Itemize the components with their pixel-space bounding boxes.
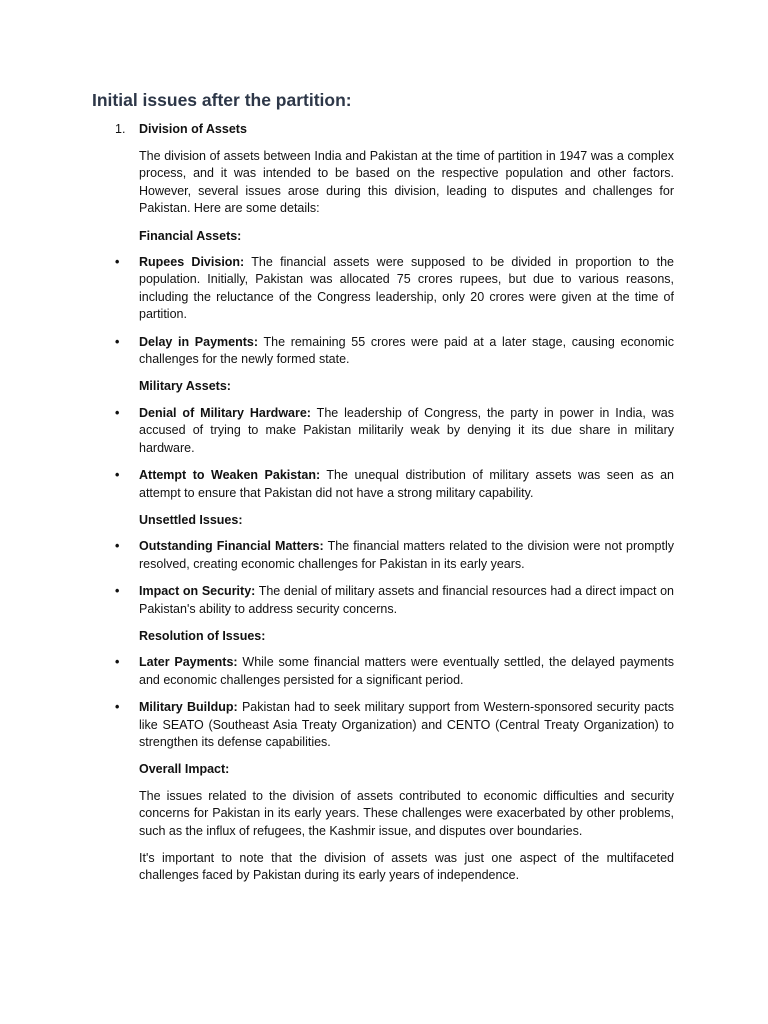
document-body: [115, 148, 674, 895]
overall-paragraph: The issues related to the division of assets contributed to economic difficulties and security concerns for Pakistan in its early years. These challenges were exacerbated by other problems, such as the influx of refugees, the Kashmir issue, and disputes over boundaries.: [139, 788, 674, 838]
bullet-text: Pakistan had to seek military support from Western-sponsored security pacts like SEATO (Southeast Asia Treaty Organization) and CENTO (Central Treaty Organization) to strengthen its defense capabilities.: [139, 700, 674, 749]
bullet-military-buildup: [115, 699, 674, 751]
document-title: Initial issues after the partition:: [92, 90, 352, 110]
bullet-text: The denial of military assets and financial resources had a direct impact on Pakistan's ability to address security concerns.: [139, 584, 674, 616]
bullet-text: The financial assets were supposed to be divided in proportion to the population. Initially, Pakistan was allocated 75 crores rupees, but due to various reasons, including the reluctance of the Congress leadership, only 20 crores were given at the time of partition.: [139, 255, 674, 322]
bullet-denial-of-military-hardware: [115, 405, 674, 457]
bullet-marker: •: [115, 539, 120, 554]
bullet-marker: •: [115, 334, 120, 349]
section-heading-military-assets: Military Assets:: [139, 379, 231, 394]
bullet-text: The unequal distribution of military assets was seen as an attempt to ensure that Pakistan did not have a strong military capability.: [139, 468, 674, 500]
bullet-rupees-division: [115, 254, 674, 324]
bullet-marker: •: [115, 584, 120, 599]
bullet-marker: •: [115, 405, 120, 420]
bullet-text: The remaining 55 crores were paid at a later stage, causing economic challenges for the newly formed state.: [139, 334, 674, 367]
closing-paragraph: It's important to note that the division of assets was just one aspect of the multifaceted challenges faced by Pakistan during its early years of independence.: [139, 851, 674, 883]
bullet-text: While some financial matters were eventually settled, the delayed payments and economic challenges persisted for a significant period.: [139, 655, 674, 687]
bullet-marker: •: [115, 255, 120, 270]
section-heading-unsettled-issues: Unsettled Issues:: [139, 512, 243, 527]
bullet-label: Impact on Security:: [139, 584, 256, 599]
bullet-marker: •: [115, 468, 120, 483]
bullet-label: Attempt to Weaken Pakistan:: [139, 468, 321, 483]
section-heading-resolution-of-issues: Resolution of Issues:: [139, 628, 266, 643]
bullet-marker: •: [115, 700, 120, 715]
section-heading-financial-assets: Financial Assets:: [139, 228, 242, 243]
item-number: 1.: [115, 122, 126, 136]
bullet-text: The financial matters related to the division were not promptly resolved, creating economic challenges for Pakistan in its early years.: [139, 539, 674, 571]
bullet-impact-on-security: [115, 583, 674, 618]
bullet-label: Later Payments:: [139, 655, 238, 670]
bullet-delay-in-payments: [115, 334, 674, 369]
item-label: Division of Assets: [139, 122, 247, 136]
section-heading-overall-impact: Overall Impact:: [139, 762, 230, 777]
bullet-attempt-to-weaken-pakistan: [115, 467, 674, 502]
bullet-label: Outstanding Financial Matters:: [139, 539, 324, 554]
bullet-outstanding-financial-matters: [115, 538, 674, 573]
bullet-label: Delay in Payments:: [139, 334, 259, 349]
numbered-item: [115, 121, 247, 139]
bullet-later-payments: [115, 654, 674, 689]
bullet-text: The leadership of Congress, the party in power in India, was accused of trying to make Pakistan militarily weak by denying it its due share in military hardware.: [139, 405, 674, 455]
bullet-marker: •: [115, 655, 120, 670]
bullet-label: Rupees Division:: [139, 255, 245, 270]
bullet-label: Military Buildup:: [139, 700, 238, 715]
intro-paragraph: The division of assets between India and Pakistan at the time of partition in 1947 was a complex process, and it was intended to be based on the respective population and other factors. However, several issues arose during this division, leading to disputes and challenges for Pakistan. Here are some details:: [139, 149, 674, 216]
bullet-label: Denial of Military Hardware:: [139, 405, 311, 420]
